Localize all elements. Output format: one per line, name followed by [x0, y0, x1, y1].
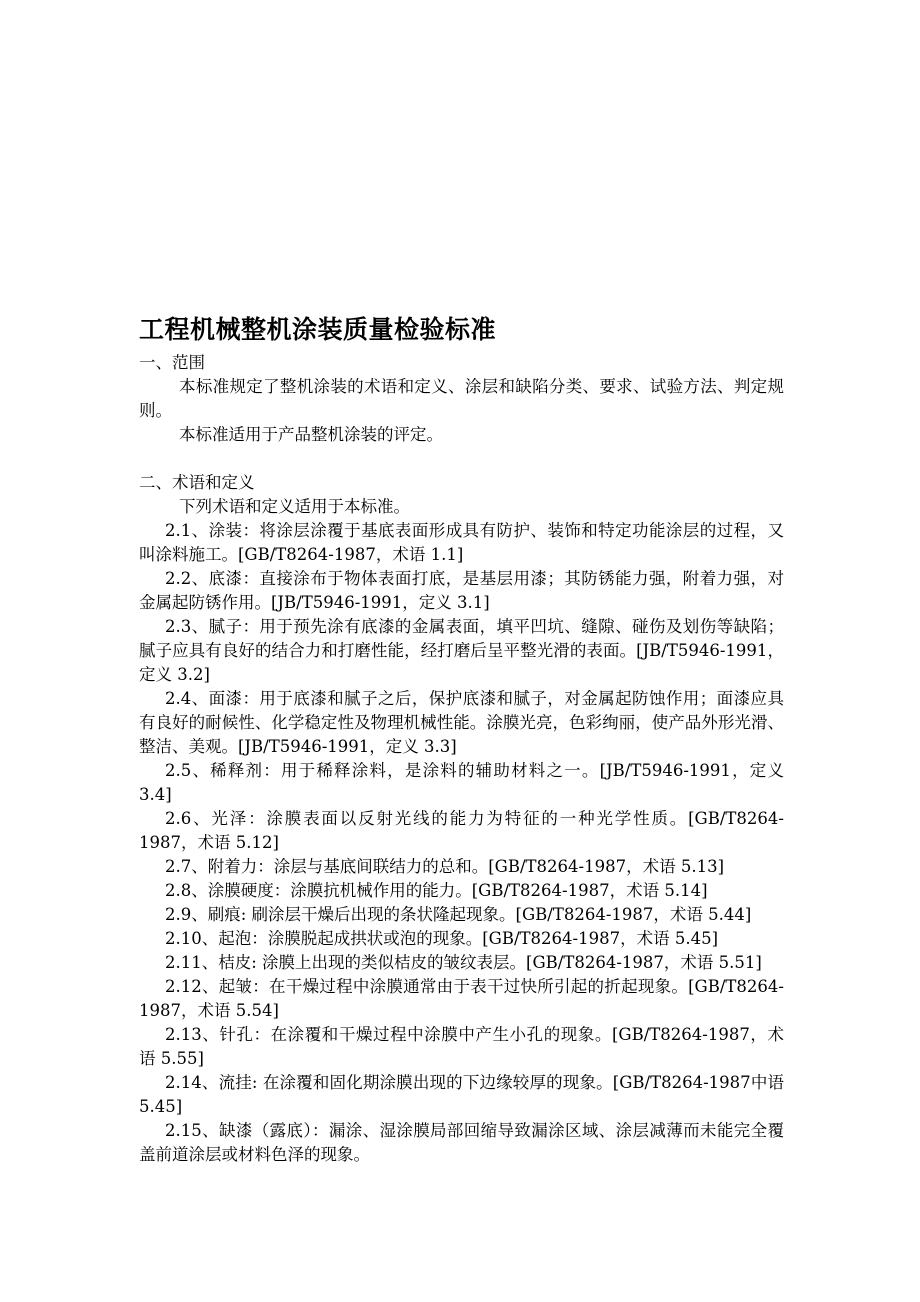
spacer	[139, 447, 784, 471]
definition-2-3: 2.3、腻子：用于预先涂有底漆的金属表面，填平凹坑、缝隙、碰伤及划伤等缺陷；腻子应具有良好的结合力和打磨性能，经打磨后呈平整光滑的表面。[JB/T5946-1991，定义 3.2]	[139, 617, 784, 684]
definition-2-1: 2.1、涂装：将涂层涂覆于基底表面形成具有防护、装饰和特定功能涂层的过程，又叫涂料施工。[GB/T8264-1987，术语 1.1]	[139, 521, 784, 564]
document-title: 工程机械整机涂装质量检验标准	[139, 315, 497, 344]
definition-2-6: 2.6、光泽：涂膜表面以反射光线的能力为特征的一种光学性质。[GB/T8264-1987，术语 5.12]	[139, 809, 784, 852]
definition-2-8: 2.8、涂膜硬度：涂膜抗机械作用的能力。[GB/T8264-1987，术语 5.14]	[165, 881, 708, 900]
definition-2-5: 2.5、稀释剂：用于稀释涂料，是涂料的辅助材料之一。[JB/T5946-1991，定义 3.4]	[139, 761, 784, 804]
definition-2-7: 2.7、附着力：涂层与基底间联结力的总和。[GB/T8264-1987，术语 5.13]	[165, 857, 725, 876]
scope-paragraph-1: 本标准规定了整机涂装的术语和定义、涂层和缺陷分类、要求、试验方法、判定规则。	[139, 377, 784, 420]
definition-2-14: 2.14、流挂: 在涂覆和固化期涂膜出现的下边缘较厚的现象。[GB/T8264-1987中语 5.45]	[139, 1073, 784, 1116]
definition-2-12: 2.12、起皱：在干燥过程中涂膜通常由于表干过快所引起的折起现象。[GB/T8264-1987，术语 5.54]	[139, 977, 784, 1020]
definition-2-11: 2.11、桔皮: 涂膜上出现的类似桔皮的皱纹表层。[GB/T8264-1987，术语 5.51]	[165, 953, 762, 972]
definition-2-10: 2.10、起泡：涂膜脱起成拱状或泡的现象。[GB/T8264-1987，术语 5.45]	[165, 929, 719, 948]
definition-2-4: 2.4、面漆：用于底漆和腻子之后，保护底漆和腻子，对金属起防蚀作用；面漆应具有良好的耐候性、化学稳定性及物理机械性能。涂膜光亮，色彩绚丽，使产品外形光滑、整洁、美观。[JB/T5946-1991，定义 3.3]	[139, 689, 784, 756]
definition-2-2: 2.2、底漆：直接涂布于物体表面打底，是基层用漆；其防锈能力强，附着力强，对金属起防锈作用。[JB/T5946-1991，定义 3.1]	[139, 569, 784, 612]
scope-paragraph-2: 本标准适用于产品整机涂装的评定。	[179, 425, 443, 444]
section-heading-terms: 二、术语和定义	[139, 473, 255, 492]
terms-intro: 下列术语和定义适用于本标准。	[179, 497, 410, 516]
definition-2-9: 2.9、刷痕: 刷涂层干燥后出现的条状隆起现象。[GB/T8264-1987，术语 5.44]	[165, 905, 752, 924]
definition-2-13: 2.13、针孔：在涂覆和干燥过程中涂膜中产生小孔的现象。[GB/T8264-1987，术语 5.55]	[139, 1025, 784, 1068]
section-heading-scope: 一、范围	[139, 353, 205, 372]
document-page	[139, 312, 784, 1167]
definition-2-15: 2.15、缺漆（露底）：漏涂、湿涂膜局部回缩导致漏涂区域、涂层减薄而未能完全覆盖前道涂层或材料色泽的现象。	[139, 1121, 784, 1164]
